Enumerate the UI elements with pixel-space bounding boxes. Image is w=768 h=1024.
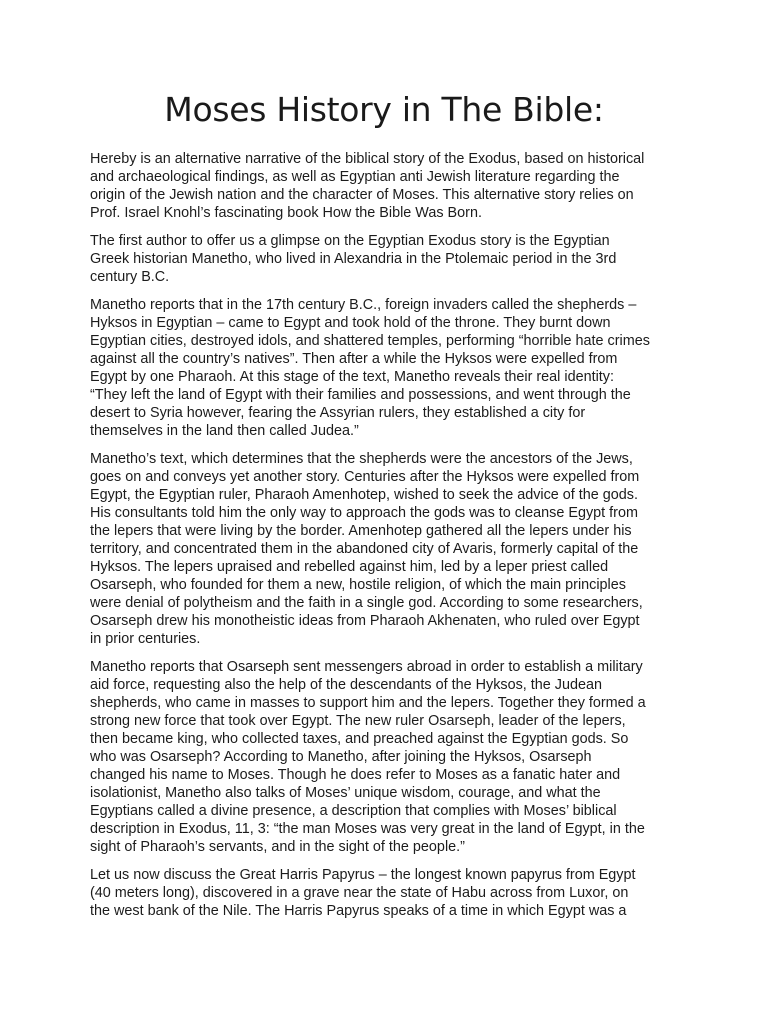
paragraph (90, 150, 690, 222)
paragraph (90, 658, 690, 856)
text-line: desert to Syria however, fearing the Assyrian rulers, they established a city for (90, 405, 586, 421)
text-line: Manetho’s text, which determines that the shepherds were the ancestors of the Jews, (90, 451, 633, 467)
text-line: isolationist, Manetho also talks of Moses’ unique wisdom, courage, and what the (90, 785, 601, 801)
text-line: against all the country’s natives”. Then after a while the Hyksos were expelled from (90, 351, 618, 367)
text-line: shepherds, who came in masses to support him and the lepers. Together they formed a (90, 695, 646, 711)
text-line: territory, and concentrated them in the abandoned city of Avaris, formerly capital of the (90, 541, 639, 557)
text-line: (40 meters long), discovered in a grave near the state of Habu across from Luxor, on (90, 885, 629, 901)
text-line: The first author to offer us a glimpse on the Egyptian Exodus story is the Egyptian (90, 233, 610, 249)
text-line: description in Exodus, 11, 3: “the man Moses was very great in the land of Egypt, in the (90, 821, 645, 837)
text-line: themselves in the land then called Judea.” (90, 423, 359, 439)
document-body (90, 150, 690, 930)
paragraph (90, 866, 690, 920)
text-line: Manetho reports that Osarseph sent messengers abroad in order to establish a military (90, 659, 643, 675)
text-line: sight of Pharaoh’s servants, and in the sight of the people.” (90, 839, 465, 855)
paragraph (90, 296, 690, 440)
text-line: “They left the land of Egypt with their families and possessions, and went through the (90, 387, 631, 403)
text-line: Egyptian cities, destroyed idols, and shattered temples, performing “horrible hate crimes (90, 333, 650, 349)
text-line: changed his name to Moses. Though he does refer to Moses as a fanatic hater and (90, 767, 621, 783)
text-line: Hyksos. The lepers upraised and rebelled against him, led by a leper priest called (90, 559, 609, 575)
text-line: century B.C. (90, 269, 170, 285)
text-line: Greek historian Manetho, who lived in Alexandria in the Ptolemaic period in the 3rd (90, 251, 617, 267)
text-line: goes on and conveys yet another story. Centuries after the Hyksos were expelled from (90, 469, 640, 485)
text-line: Manetho reports that in the 17th century B.C., foreign invaders called the shepherds – (90, 297, 637, 313)
text-line: Prof. Israel Knohl’s fascinating book How the Bible Was Born. (90, 205, 482, 221)
text-line: Hereby is an alternative narrative of the biblical story of the Exodus, based on historical (90, 151, 645, 167)
text-line: origin of the Jewish nation and the character of Moses. This alternative story relies on (90, 187, 634, 203)
text-line: in prior centuries. (90, 631, 201, 647)
paragraph (90, 232, 690, 286)
text-line: were denial of polytheism and the faith in a single god. According to some researchers, (90, 595, 643, 611)
text-line: strong new force that took over Egypt. The new ruler Osarseph, leader of the lepers, (90, 713, 626, 729)
paragraph (90, 450, 690, 648)
text-line: His consultants told him the only way to approach the gods was to cleanse Egypt from (90, 505, 638, 521)
text-line: then became king, who collected taxes, and preached against the Egyptian gods. So (90, 731, 629, 747)
text-line: Let us now discuss the Great Harris Papyrus – the longest known papyrus from Egypt (90, 867, 636, 883)
text-line: the west bank of the Nile. The Harris Papyrus speaks of a time in which Egypt was a (90, 903, 627, 919)
text-line: and archaeological findings, as well as Egyptian anti Jewish literature regarding the (90, 169, 620, 185)
text-line: Egypt by one Pharaoh. At this stage of the text, Manetho reveals their real identity: (90, 369, 614, 385)
text-line: Hyksos in Egyptian – came to Egypt and took hold of the throne. They burnt down (90, 315, 611, 331)
page-title: Moses History in The Bible: (164, 90, 604, 129)
text-line: Osarseph drew his monotheistic ideas from Pharaoh Akhenaten, who ruled over Egypt (90, 613, 640, 629)
text-line: Egypt, the Egyptian ruler, Pharaoh Amenhotep, wished to seek the advice of the gods. (90, 487, 638, 503)
text-line: who was Osarseph? According to Manetho, after joining the Hyksos, Osarseph (90, 749, 592, 765)
text-line: aid force, requesting also the help of the descendants of the Hyksos, the Judean (90, 677, 602, 693)
text-line: Egyptians called a divine presence, a description that complies with Moses’ biblical (90, 803, 617, 819)
text-line: the lepers that were living by the border. Amenhotep gathered all the lepers under his (90, 523, 632, 539)
text-line: Osarseph, who founded for them a new, hostile religion, of which the main principles (90, 577, 626, 593)
